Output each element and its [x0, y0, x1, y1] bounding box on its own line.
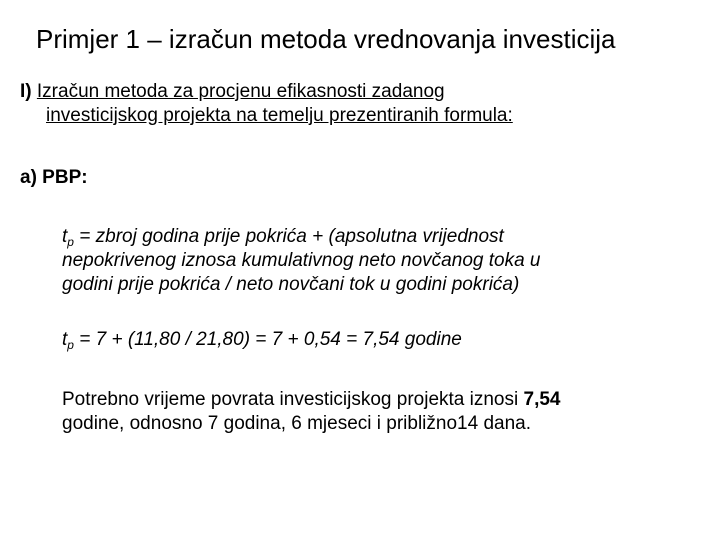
formula-subscript: p	[67, 235, 74, 249]
conclusion-line2: godine, odnosno 7 godina, 6 mjeseci i približno14 dana.	[62, 413, 531, 434]
section-heading-line1	[20, 80, 513, 104]
formula-calculation	[62, 328, 462, 352]
section-heading-line2	[20, 104, 513, 128]
formula-definition	[62, 225, 702, 297]
section-heading	[20, 80, 513, 128]
formula-variable: t	[62, 226, 68, 247]
conclusion-value: 7,54	[523, 389, 561, 410]
section-title-line2: investicijskog projekta na temelju prezentiranih formula:	[46, 105, 513, 126]
formula-calc-text: = 7 + (11,80 / 21,80) = 7 + 0,54 = 7,54 godine	[73, 329, 462, 350]
section-title-line1: Izračun metoda za procjenu efikasnosti zadanog	[36, 81, 445, 102]
section-number: I)	[20, 81, 32, 102]
formula-calc-subscript: p	[67, 338, 74, 352]
formula-definition-line3: godini prije pokrića / neto novčani tok u godini pokrića)	[62, 274, 520, 295]
conclusion	[62, 388, 712, 436]
formula-definition-line2: nepokrivenog iznosa kumulativnog neto novčanog toka u	[62, 250, 541, 271]
formula-definition-text1: = zbroj godina prije pokrića + (apsolutna vrijednost	[73, 226, 504, 247]
subheading-pbp: a) PBP:	[20, 167, 88, 188]
conclusion-line1	[62, 388, 712, 412]
formula-calc-variable: t	[62, 329, 68, 350]
slide-title: Primjer 1 – izračun metoda vrednovanja investicija	[36, 24, 616, 54]
formula-definition-line1	[62, 225, 702, 249]
conclusion-text1: Potrebno vrijeme povrata investicijskog projekta iznosi	[62, 389, 524, 410]
